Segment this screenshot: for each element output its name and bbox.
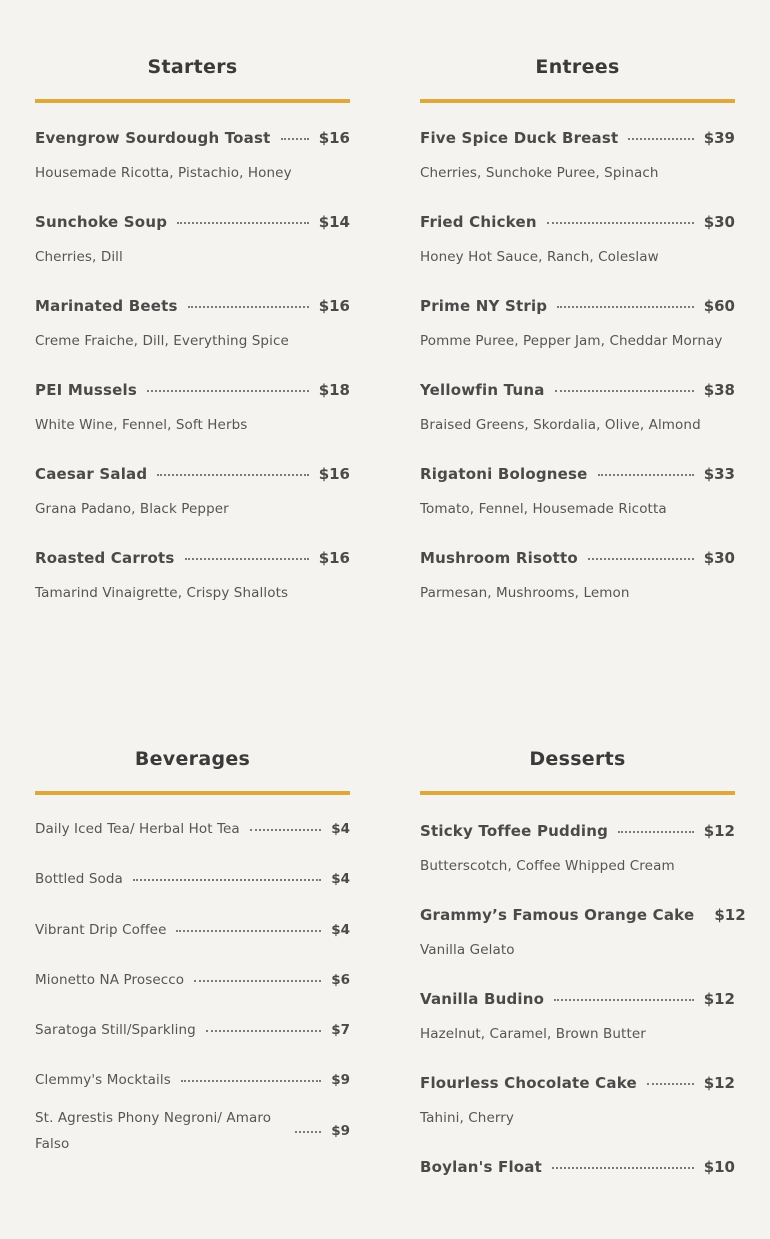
beverage-item [35, 918, 350, 942]
menu-item [420, 1155, 735, 1239]
item-price: $4 [331, 922, 350, 938]
item-name: Evengrow Sourdough Toast [35, 129, 271, 147]
item-name: Daily Iced Tea/ Herbal Hot Tea [35, 821, 240, 837]
dot-leader [647, 1083, 694, 1085]
beverages-section [35, 744, 350, 1152]
item-price: $16 [318, 465, 350, 483]
section-title: Desserts [529, 748, 626, 770]
menu-item [420, 126, 735, 210]
item-description: Braised Greens, Skordalia, Olive, Almond [420, 417, 701, 433]
item-name: Mionetto NA Prosecco [35, 972, 185, 988]
section-divider [35, 99, 350, 103]
item-price: $30 [703, 213, 735, 231]
item-name: Boylan's Float [420, 1158, 542, 1176]
item-description: Housemade Ricotta, Pistachio, Honey [35, 165, 292, 181]
item-name: Five Spice Duck Breast [420, 129, 619, 147]
dot-leader [181, 1080, 321, 1082]
dot-leader [555, 390, 694, 392]
menu-item [420, 462, 735, 546]
item-name: Grammy’s Famous Orange Cake [420, 906, 695, 924]
item-description: Hazelnut, Caramel, Brown Butter [420, 1026, 646, 1042]
beverage-item [35, 1105, 350, 1157]
item-description: Grana Padano, Black Pepper [35, 501, 229, 517]
item-name: Sticky Toffee Pudding [420, 822, 609, 840]
item-name: Clemmy's Mocktails [35, 1072, 171, 1088]
menu-item [35, 126, 350, 210]
menu-item [420, 819, 735, 903]
entrees-section [420, 52, 735, 630]
item-price: $38 [703, 381, 735, 399]
item-price: $9 [331, 1123, 350, 1139]
item-description: Tahini, Cherry [420, 1110, 515, 1126]
item-description: Vanilla Gelato [420, 942, 515, 958]
item-name: Rigatoni Bolognese [420, 465, 588, 483]
menu-item [420, 378, 735, 462]
item-price: $4 [331, 871, 350, 887]
item-description: Tomato, Fennel, Housemade Ricotta [420, 501, 667, 517]
dot-leader [250, 829, 321, 831]
beverage-item [35, 867, 350, 891]
item-name: Sunchoke Soup [35, 213, 168, 231]
dot-leader [554, 999, 694, 1001]
item-name: St. Agrestis Phony Negroni/ Amaro Falso [35, 1110, 272, 1152]
dot-leader [194, 980, 321, 982]
item-name: Vanilla Budino [420, 990, 545, 1008]
starters-section [35, 52, 350, 630]
item-name: Fried Chicken [420, 213, 537, 231]
dot-leader [547, 222, 694, 224]
dot-leader [206, 1030, 321, 1032]
item-price: $60 [703, 297, 735, 315]
dot-leader [157, 474, 308, 476]
item-price: $10 [703, 1158, 735, 1176]
menu-item [420, 546, 735, 630]
item-name: Marinated Beets [35, 297, 178, 315]
item-name: Mushroom Risotto [420, 549, 578, 567]
section-title: Starters [147, 56, 238, 78]
item-name: Yellowfin Tuna [420, 381, 545, 399]
item-name: PEI Mussels [35, 381, 137, 399]
item-description: Creme Fraiche, Dill, Everything Spice [35, 333, 289, 349]
menu-item [35, 378, 350, 462]
dot-leader [281, 138, 309, 140]
item-price: $12 [703, 822, 735, 840]
menu-item [420, 210, 735, 294]
section-divider [420, 791, 735, 795]
item-price: $12 [714, 906, 746, 924]
item-description: Pomme Puree, Pepper Jam, Cheddar Mornay [420, 333, 723, 349]
item-price: $18 [318, 381, 350, 399]
item-description: Parmesan, Mushrooms, Lemon [420, 585, 630, 601]
dot-leader [176, 930, 321, 932]
beverage-item [35, 1018, 350, 1042]
beverage-item [35, 817, 350, 841]
item-price: $12 [703, 1074, 735, 1092]
dot-leader [147, 390, 309, 392]
menu-item [35, 210, 350, 294]
dot-leader [185, 558, 309, 560]
section-divider [420, 99, 735, 103]
item-price: $12 [703, 990, 735, 1008]
menu-item [420, 903, 746, 987]
item-description: White Wine, Fennel, Soft Herbs [35, 417, 248, 433]
dot-leader [552, 1167, 694, 1169]
menu-item [420, 294, 735, 378]
dot-leader [588, 558, 694, 560]
item-price: $33 [703, 465, 735, 483]
item-name: Bottled Soda [35, 871, 123, 887]
item-name: Roasted Carrots [35, 549, 175, 567]
dot-leader [188, 306, 309, 308]
item-description: Butterscotch, Coffee Whipped Cream [420, 858, 675, 874]
item-price: $39 [703, 129, 735, 147]
menu-item [420, 987, 735, 1071]
dot-leader [557, 306, 693, 308]
item-price: $7 [331, 1022, 350, 1038]
item-name: Vibrant Drip Coffee [35, 922, 167, 938]
item-name: Saratoga Still/Sparkling [35, 1022, 196, 1038]
menu-item [420, 1071, 735, 1155]
dot-leader [618, 831, 694, 833]
beverage-item [35, 968, 350, 992]
item-price: $4 [331, 821, 350, 837]
item-name: Caesar Salad [35, 465, 148, 483]
item-price: $30 [703, 549, 735, 567]
menu-item [35, 462, 350, 546]
beverage-item [35, 1068, 350, 1092]
item-description: Cherries, Dill [35, 249, 123, 265]
item-description: Cherries, Sunchoke Puree, Spinach [420, 165, 659, 181]
dot-leader [295, 1131, 321, 1133]
item-price: $16 [318, 549, 350, 567]
item-price: $9 [331, 1072, 350, 1088]
dot-leader [598, 474, 694, 476]
menu-item [35, 294, 350, 378]
menu-list [420, 126, 735, 630]
section-title: Beverages [134, 748, 251, 770]
item-price: $14 [318, 213, 350, 231]
item-description: Tamarind Vinaigrette, Crispy Shallots [35, 585, 289, 601]
item-description: Honey Hot Sauce, Ranch, Coleslaw [420, 249, 659, 265]
dot-leader [628, 138, 693, 140]
menu-list [420, 819, 746, 1239]
item-name: Flourless Chocolate Cake [420, 1074, 637, 1092]
dot-leader [133, 879, 321, 881]
item-price: $16 [318, 129, 350, 147]
section-title: Entrees [535, 56, 620, 78]
item-name: Prime NY Strip [420, 297, 548, 315]
item-price: $16 [318, 297, 350, 315]
menu-item [35, 546, 350, 630]
item-price: $6 [331, 972, 350, 988]
section-divider [35, 791, 350, 795]
dot-leader [177, 222, 309, 224]
menu-list [35, 126, 350, 630]
